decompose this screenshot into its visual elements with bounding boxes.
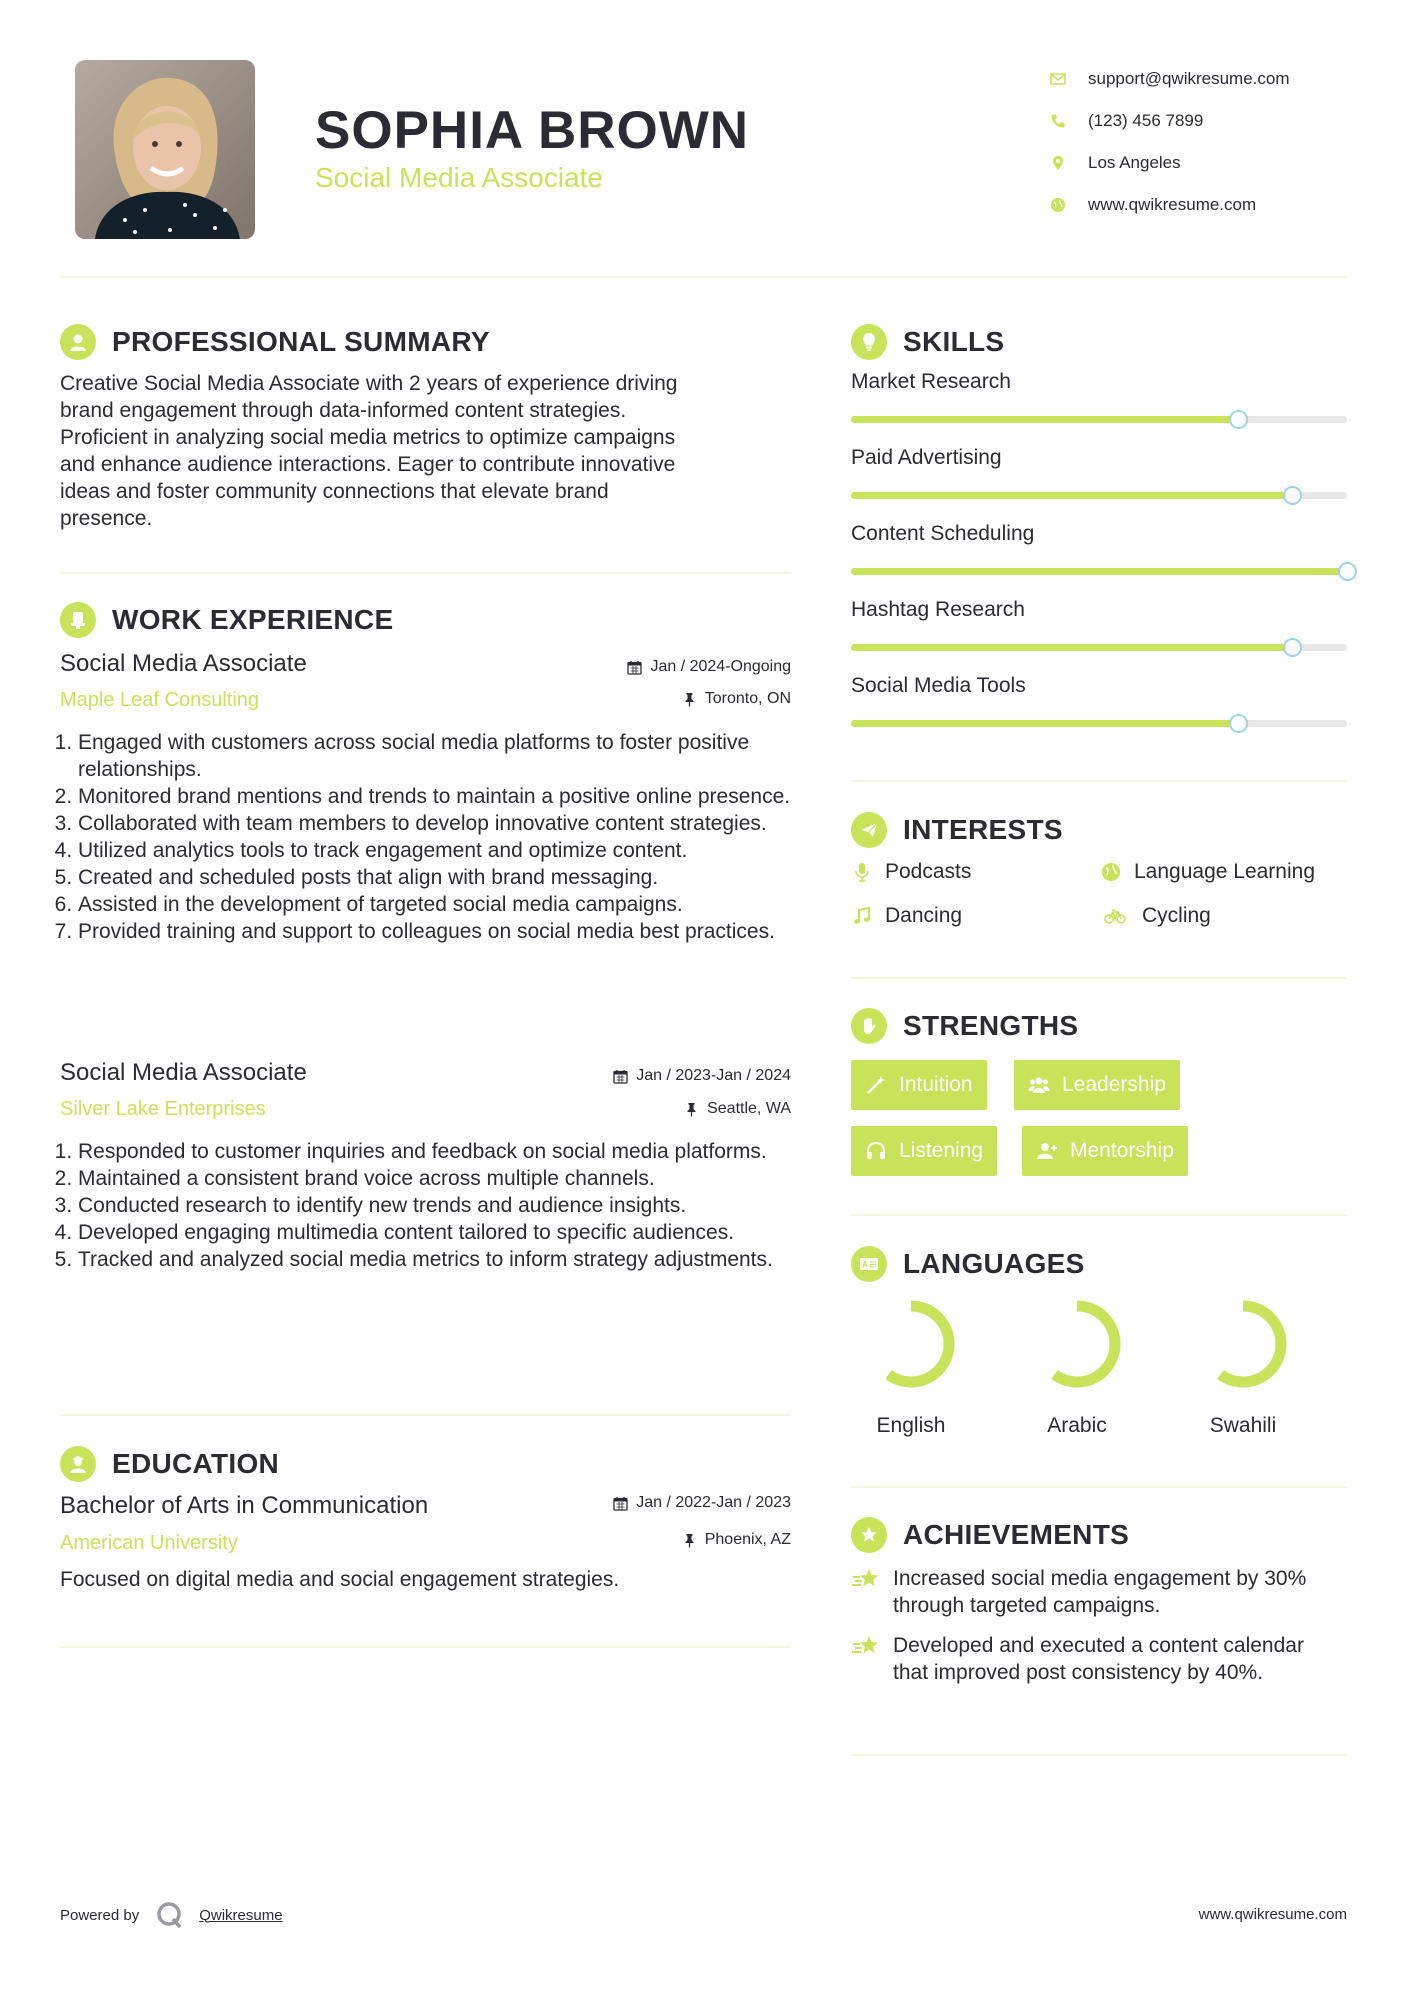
job-location (480, 1100, 791, 1118)
education-location (480, 1531, 791, 1549)
language-label: Swahili (1209, 1414, 1277, 1437)
lightbulb-icon (851, 324, 887, 360)
paper-plane-icon (851, 812, 887, 848)
summary-line: presence. (60, 507, 153, 530)
work-divider (60, 1414, 791, 1416)
summary-divider (60, 572, 791, 574)
skill-bar (851, 568, 1347, 575)
skill-bar-knob (1229, 410, 1248, 429)
skill-bar-fill (851, 720, 1238, 727)
users-icon (1028, 1074, 1050, 1096)
skill-bar (851, 644, 1347, 651)
globe-icon (1100, 861, 1122, 883)
strength-chip (851, 1126, 997, 1176)
star-icon (851, 1567, 881, 1593)
duty-item: 2. Maintained a consistent brand voice across multiple channels. (78, 1165, 800, 1192)
duty-item: 4. Utilized analytics tools to track engagement and optimize content. (78, 837, 800, 864)
language-item (1178, 1296, 1308, 1438)
user-icon (60, 324, 96, 360)
skill-bar (851, 492, 1347, 499)
language-ring-arc (1205, 1306, 1281, 1382)
job-duties (60, 729, 800, 945)
calendar-icon (613, 1496, 628, 1511)
map-pin-icon (1050, 155, 1066, 171)
globe-icon (1050, 197, 1066, 213)
duty-item: 3. Conducted research to identify new trends and audience insights. (78, 1192, 800, 1219)
interest-label: Cycling (1142, 904, 1211, 927)
job-title: Social Media Associate (60, 650, 307, 677)
pin-icon (682, 1533, 697, 1548)
language-ring (1195, 1296, 1291, 1392)
duty-item: 5. Created and scheduled posts that align with brand messaging. (78, 864, 800, 891)
skills-title: SKILLS (903, 326, 1005, 357)
music-note-icon (851, 905, 873, 927)
achievement-item (851, 1632, 1341, 1686)
education-dates (480, 1494, 791, 1512)
skill-bar-fill (851, 492, 1292, 499)
skill-bar (851, 720, 1347, 727)
language-ring-arc (873, 1306, 949, 1382)
footer-website[interactable]: www.qwikresume.com (1198, 1906, 1347, 1923)
job-location-text: Toronto, ON (704, 690, 791, 707)
interest-label: Language Learning (1134, 860, 1316, 883)
language-item (1012, 1296, 1142, 1438)
language-label: Arabic (1047, 1414, 1107, 1437)
skill-bar-knob (1338, 562, 1357, 581)
email-text: support@qwikresume.com (1088, 69, 1290, 88)
education-title: EDUCATION (112, 1448, 280, 1479)
star-badge-icon (851, 1517, 887, 1553)
duty-item: 1. Responded to customer inquiries and feedback on social media platforms. (78, 1138, 800, 1165)
skills-heading (851, 324, 1004, 360)
job-dates-text: Jan / 2023-Jan / 2024 (636, 1067, 791, 1084)
job-dates (480, 658, 791, 676)
pin-icon (682, 692, 697, 707)
interest-item (851, 904, 962, 928)
contact-website[interactable] (1050, 184, 1350, 226)
microphone-icon (851, 861, 873, 883)
star-icon (851, 1634, 881, 1660)
language-ring (863, 1296, 959, 1392)
duty-item: 7. Provided training and support to colleagues on social media best practices. (78, 918, 800, 945)
job-location-text: Seattle, WA (707, 1100, 791, 1117)
interests-title: INTERESTS (903, 814, 1063, 845)
candidate-role: Social Media Associate (315, 162, 603, 193)
skill-bar-fill (851, 416, 1238, 423)
calendar-icon (627, 660, 642, 675)
skill-label: Social Media Tools (851, 674, 1026, 697)
duty-item: 4. Developed engaging multimedia content tailored to specific audiences. (78, 1219, 800, 1246)
skill-bar-fill (851, 568, 1347, 575)
achievements-divider (851, 1754, 1347, 1756)
qwikresume-link[interactable]: Qwikresume (199, 1906, 283, 1924)
languages-title: LANGUAGES (903, 1248, 1085, 1279)
duty-item: 5. Tracked and analyzed social media metrics to inform strategy adjustments. (78, 1246, 800, 1273)
strengths-divider (851, 1214, 1347, 1216)
achievements-heading (851, 1517, 1129, 1553)
summary-text (60, 370, 800, 532)
contact-email[interactable] (1050, 58, 1350, 100)
work-title: WORK EXPERIENCE (112, 604, 394, 635)
skill-bar (851, 416, 1347, 423)
location-text: Los Angeles (1088, 153, 1181, 172)
achievements-title: ACHIEVEMENTS (903, 1519, 1130, 1550)
hand-icon (851, 1008, 887, 1044)
education-heading (60, 1446, 279, 1482)
graduation-icon (60, 1446, 96, 1482)
contact-location (1050, 142, 1350, 184)
achievement-item (851, 1565, 1341, 1619)
duty-item: 1. Engaged with customers across social media platforms to foster positive relationships. (78, 729, 800, 783)
school-name: American University (60, 1532, 238, 1554)
skill-label: Paid Advertising (851, 446, 1002, 469)
header-divider (60, 276, 1347, 278)
skill-bar-knob (1283, 638, 1302, 657)
calendar-icon (613, 1069, 628, 1084)
summary-heading (60, 324, 490, 360)
contact-phone[interactable] (1050, 100, 1350, 142)
languages-divider (851, 1486, 1347, 1488)
job-title: Social Media Associate (60, 1059, 307, 1086)
job-location (480, 690, 791, 708)
strength-chip (851, 1060, 987, 1110)
strengths-heading (851, 1008, 1078, 1044)
skill-bar-knob (1229, 714, 1248, 733)
interest-item (1100, 860, 1315, 884)
phone-text: (123) 456 7899 (1088, 111, 1204, 130)
headphones-icon (865, 1140, 887, 1162)
footer-powered-by (60, 1900, 283, 1930)
skills-divider (851, 780, 1347, 782)
language-label: English (876, 1414, 946, 1437)
education-divider (60, 1646, 791, 1648)
summary-line: Proficient in analyzing social media metrics to optimize campaigns (60, 426, 676, 449)
pin-icon (684, 1102, 699, 1117)
duty-item: 3. Collaborated with team members to develop innovative content strategies. (78, 810, 800, 837)
strength-chip (1014, 1060, 1180, 1110)
job-duties (60, 1138, 800, 1273)
summary-line: Creative Social Media Associate with 2 years of experience driving (60, 372, 678, 395)
language-ring-arc (1039, 1306, 1115, 1382)
interest-label: Dancing (885, 904, 963, 927)
education-description: Focused on digital media and social engagement strategies. (60, 1568, 620, 1591)
strength-label: Leadership (1062, 1073, 1166, 1096)
website-text: www.qwikresume.com (1088, 195, 1257, 214)
strength-label: Listening (899, 1139, 984, 1162)
user-plus-icon (1036, 1140, 1058, 1162)
summary-line: and enhance audience interactions. Eager to contribute innovative (60, 453, 676, 476)
strength-label: Mentorship (1070, 1139, 1174, 1162)
candidate-name: SOPHIA BROWN (315, 101, 750, 160)
duty-item: 6. Assisted in the development of targeted social media campaigns. (78, 891, 800, 918)
achievement-text: Developed and executed a content calendar that improved post consistency by 40%. (893, 1634, 1304, 1684)
briefcase-icon (60, 602, 96, 638)
interests-heading (851, 812, 1063, 848)
skill-bar-fill (851, 644, 1292, 651)
education-location-text: Phoenix, AZ (704, 1531, 791, 1548)
profile-photo (75, 60, 255, 239)
magic-wand-icon (865, 1074, 887, 1096)
skill-label: Content Scheduling (851, 522, 1035, 545)
languages-heading (851, 1246, 1085, 1282)
skill-bar-knob (1283, 486, 1302, 505)
interest-item (851, 860, 971, 884)
strengths-title: STRENGTHS (903, 1010, 1079, 1041)
envelope-icon (1050, 71, 1066, 87)
language-icon (851, 1246, 887, 1282)
achievement-text: Increased social media engagement by 30% through targeted campaigns. (893, 1567, 1307, 1617)
phone-icon (1050, 113, 1066, 129)
summary-line: ideas and foster community connections that elevate brand (60, 480, 609, 503)
qwikresume-logo-icon (155, 1900, 185, 1930)
summary-line: brand engagement through data-informed content strategies. (60, 399, 627, 422)
job-dates-text: Jan / 2024-Ongoing (650, 658, 791, 675)
contact-block (1050, 58, 1350, 226)
bicycle-icon (1100, 905, 1130, 927)
degree-title: Bachelor of Arts in Communication (60, 1492, 429, 1519)
work-heading (60, 602, 393, 638)
interest-label: Podcasts (885, 860, 972, 883)
job-dates (480, 1067, 791, 1085)
duty-item: 2. Monitored brand mentions and trends to maintain a positive online presence. (78, 783, 800, 810)
job-company: Silver Lake Enterprises (60, 1098, 266, 1120)
skill-label: Hashtag Research (851, 598, 1025, 621)
summary-title: PROFESSIONAL SUMMARY (112, 326, 490, 357)
language-item (846, 1296, 976, 1438)
skill-label: Market Research (851, 370, 1011, 393)
interests-divider (851, 977, 1347, 979)
language-ring (1029, 1296, 1125, 1392)
job-company: Maple Leaf Consulting (60, 689, 260, 711)
strength-chip (1022, 1126, 1188, 1176)
strength-label: Intuition (899, 1073, 973, 1096)
powered-by-label: Powered by (60, 1906, 140, 1924)
education-dates-text: Jan / 2022-Jan / 2023 (636, 1494, 791, 1511)
interest-item (1100, 904, 1211, 928)
